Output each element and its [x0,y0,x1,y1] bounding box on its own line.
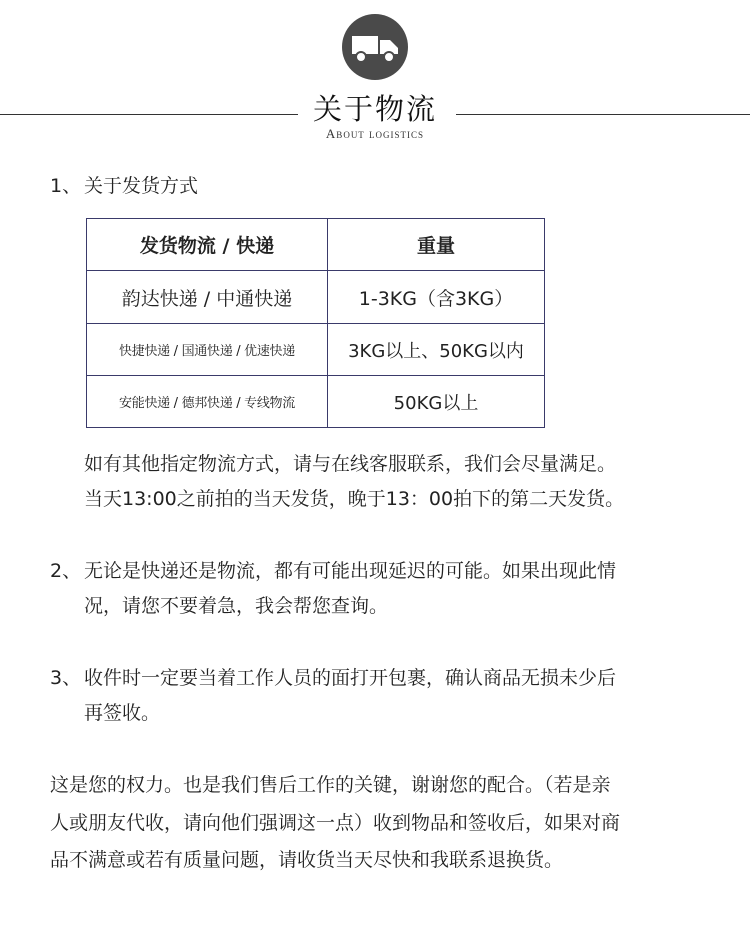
section2-number: 2、 [50,560,82,582]
table-cell-carrier: 韵达快递 / 中通快递 [87,271,328,324]
truck-icon [342,14,408,80]
table-row [87,271,545,324]
section2-line-1: 无论是快递还是物流，都有可能出现延迟的可能。如果出现此情 [84,560,617,582]
header [0,0,750,150]
page-title: 关于物流 [312,92,437,126]
page-subtitle: About logistics [325,126,425,141]
section3-line-1: 收件时一定要当着工作人员的面打开包裹，确认商品无损未少后 [84,667,617,689]
table-cell-carrier: 快捷快递 / 国通快递 / 优速快递 [87,324,328,376]
closing-line-1: 这是您的权力。也是我们售后工作的关键，谢谢您的配合。（若是亲 [50,774,611,796]
section3-line-2: 再签收。 [84,702,161,724]
section3-number: 3、 [50,667,82,689]
table-cell-weight: 3KG以上、50KG以内 [328,324,545,376]
header-rule-right [456,114,750,115]
note-line-2: 当天13:00之前拍的当天发货，晚于13：00拍下的第二天发货。 [84,488,625,510]
table-row [87,324,545,376]
table-header-weight: 重量 [328,219,545,271]
shipping-table [86,218,545,428]
table-cell-weight: 1-3KG（含3KG） [328,271,545,324]
table-cell-carrier: 安能快递 / 德邦快递 / 专线物流 [87,376,328,428]
section2-line-2: 况，请您不要着急，我会帮您查询。 [84,595,389,617]
closing-line-3: 品不满意或若有质量问题，请收货当天尽快和我联系退换货。 [50,849,564,871]
section1-number: 1、 [50,175,82,197]
section1-heading: 关于发货方式 [84,175,199,197]
table-header-carrier: 发货物流 / 快递 [87,219,328,271]
note-line-1: 如有其他指定物流方式，请与在线客服联系，我们会尽量满足。 [84,453,617,475]
closing-line-2: 人或朋友代收，请向他们强调这一点）收到物品和签收后，如果对商 [50,812,621,834]
table-row [87,376,545,428]
table-header-row [87,219,545,271]
table-cell-weight: 50KG以上 [328,376,545,428]
header-rule-left [0,114,298,115]
